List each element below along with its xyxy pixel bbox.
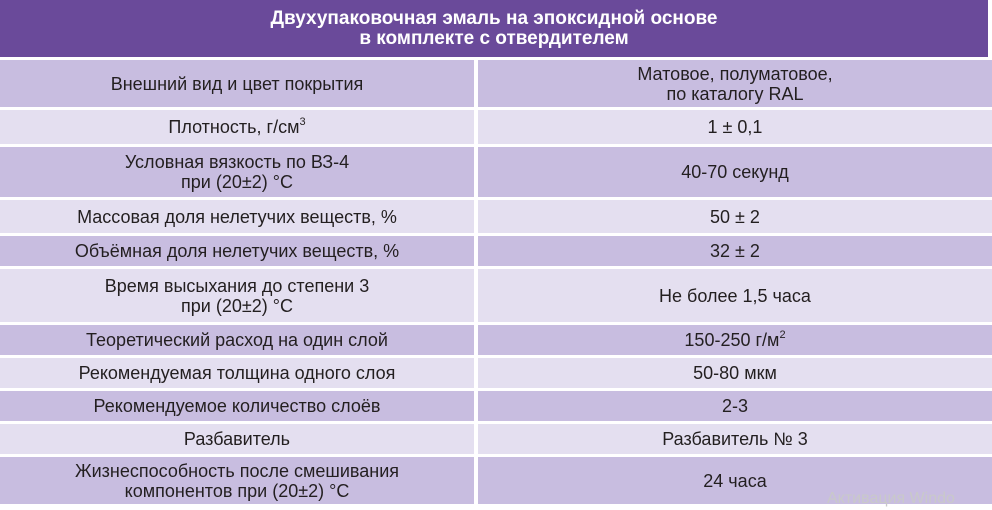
value-cell: 50 ± 2 xyxy=(478,200,992,233)
param-cell: Массовая доля нелетучих веществ, % xyxy=(0,200,474,233)
table-row xyxy=(0,57,992,107)
value-cell: 50-80 мкм xyxy=(478,358,992,388)
header-line-1: Двухупаковочная эмаль на эпоксидной основе xyxy=(270,7,718,29)
value-cell: 40-70 секунд xyxy=(478,147,992,197)
param-cell: Время высыхания до степени 3 при (20±2) °С xyxy=(0,269,474,322)
param-cell: Рекомендуемое количество слоёв xyxy=(0,391,474,421)
table-row xyxy=(0,266,992,322)
table-row xyxy=(0,355,992,388)
param-cell: Плотность, $г/см^3$ xyxy=(0,110,474,144)
value-cell: Разбавитель № 3 xyxy=(478,424,992,454)
value-cell: 2-3 xyxy=(478,391,992,421)
value-cell: 150-250 $г/м^2$ xyxy=(478,325,992,355)
table-row xyxy=(0,233,992,266)
param-cell: Условная вязкость по ВЗ-4 при (20±2) °С xyxy=(0,147,474,197)
table-header xyxy=(0,0,988,57)
param-cell: Разбавитель xyxy=(0,424,474,454)
windows-activation-watermark: Активация Windo xyxy=(827,490,955,507)
table-row xyxy=(0,322,992,355)
param-cell: Жизнеспособность после смешивания компонентов при (20±2) °С xyxy=(0,457,474,504)
param-cell: Объёмная доля нелетучих веществ, % xyxy=(0,236,474,266)
param-cell: Рекомендуемая толщина одного слоя xyxy=(0,358,474,388)
param-cell: Внешний вид и цвет покрытия xyxy=(0,60,474,107)
table-row xyxy=(0,388,992,421)
table-row xyxy=(0,144,992,197)
table-row xyxy=(0,197,992,233)
value-cell: 32 ± 2 xyxy=(478,236,992,266)
value-cell: Не более 1,5 часа xyxy=(478,269,992,322)
header-line-2: в комплекте с отвердителем xyxy=(359,27,629,49)
param-cell: Теоретический расход на один слой xyxy=(0,325,474,355)
value-cell: 1 ± 0,1 xyxy=(478,110,992,144)
table-row xyxy=(0,421,992,454)
table-row xyxy=(0,107,992,144)
value-cell: Матовое, полуматовое, по каталогу RAL xyxy=(478,60,992,107)
value-cell: 24 часа xyxy=(478,457,992,504)
